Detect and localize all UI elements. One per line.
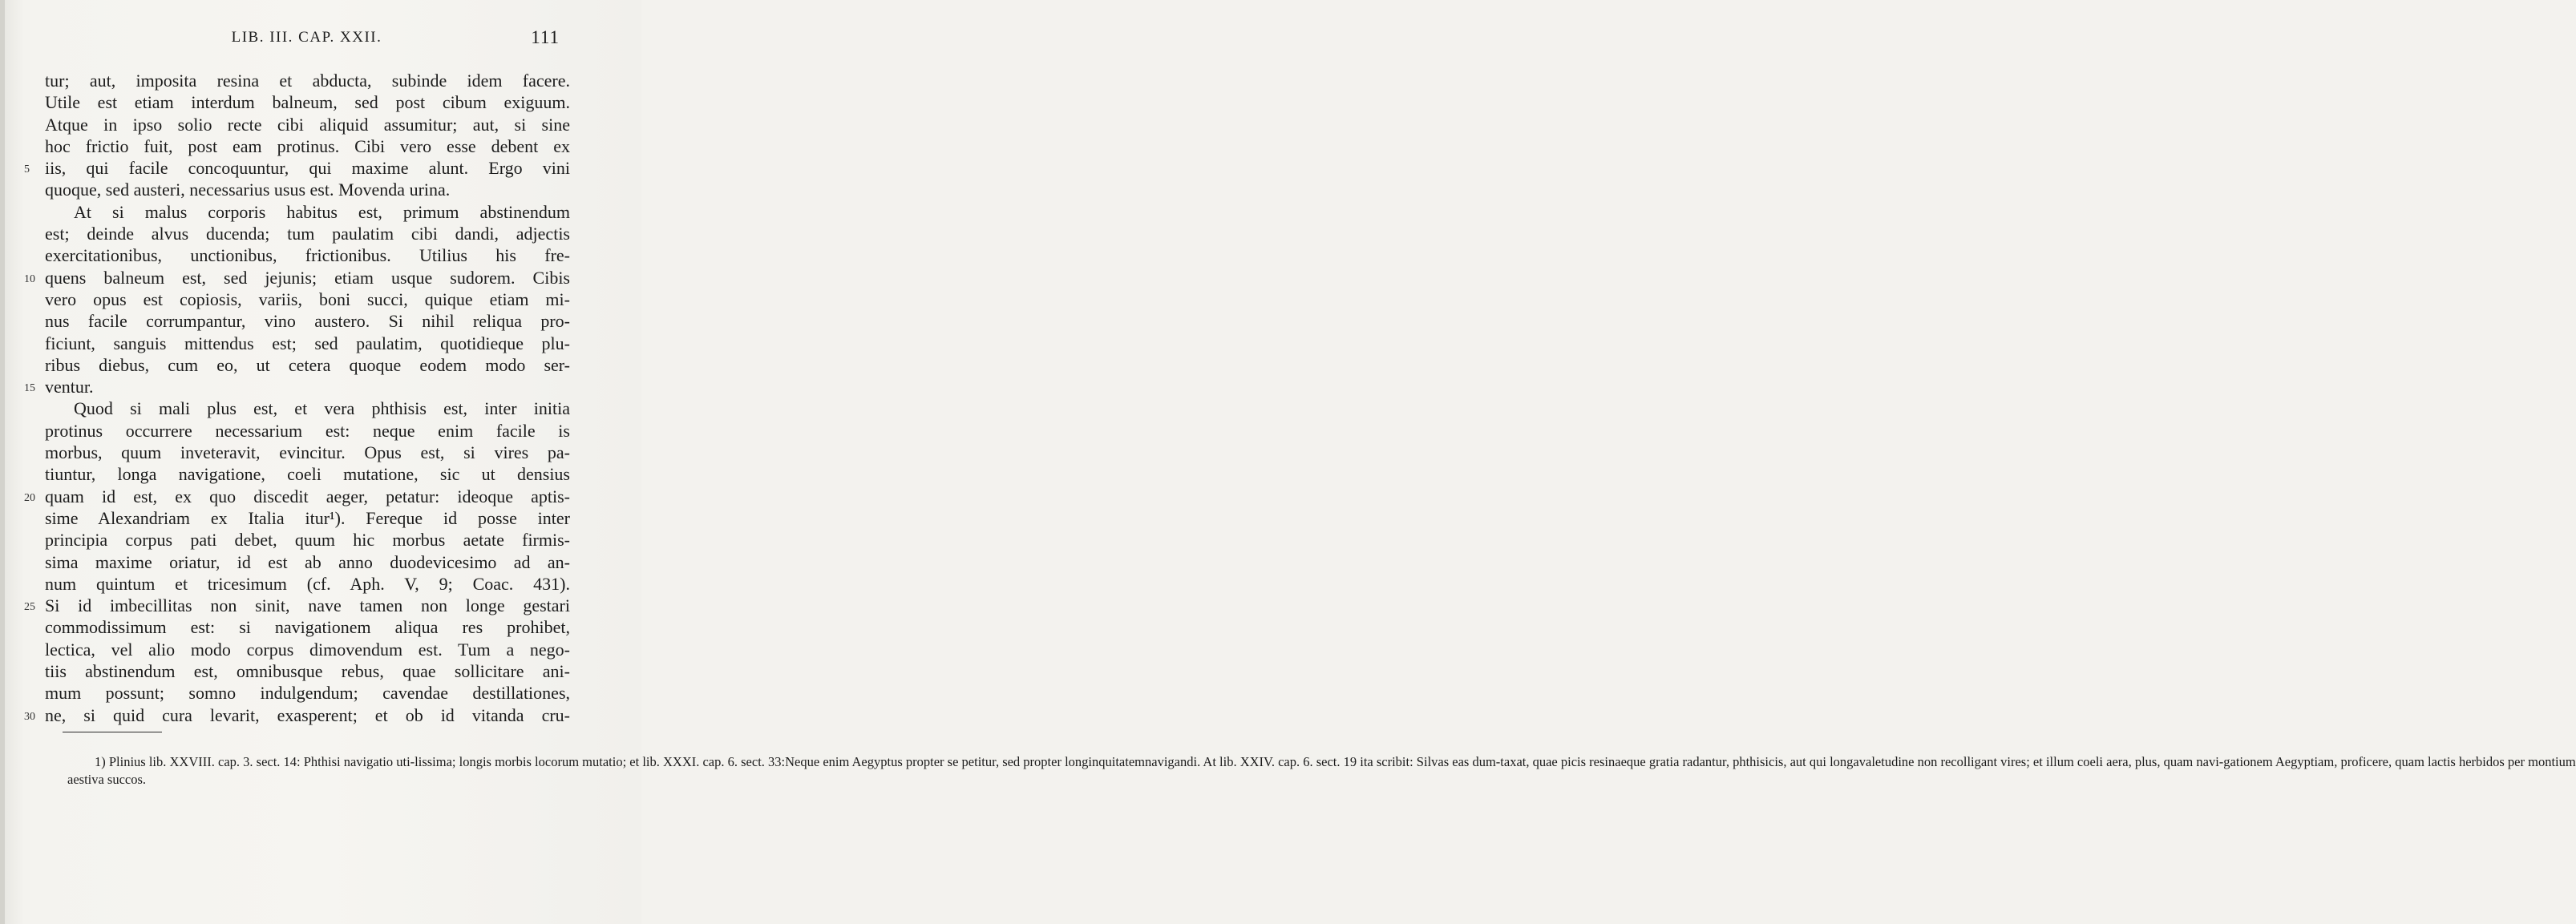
line-text: Si id imbecillitas non sinit, nave tamen non longe gestari xyxy=(45,595,570,616)
line-text: quoque, sed austeri, necessarius usus est. Movenda urina. xyxy=(45,180,451,200)
line-number: 5 xyxy=(24,163,30,176)
footnotes xyxy=(67,753,2576,789)
line-number: 30 xyxy=(24,710,35,723)
footnote-line: taxat, quae picis resinaeque gratia radantur, phthisicis, aut qui longa xyxy=(1500,754,1859,769)
line-text: morbus, quum inveteravit, evincitur. Opus est, si vires pa- xyxy=(45,442,570,463)
line-text: iis, qui facile concoquuntur, qui maxime alunt. Ergo vini xyxy=(45,158,570,179)
text-line xyxy=(45,288,570,310)
line-number: 15 xyxy=(24,382,35,395)
page-gutter xyxy=(0,0,5,924)
line-text: protinus occurrere necessarium est: neque enim facile is xyxy=(45,420,570,441)
line-text: hoc frictio fuit, post eam protinus. Cibi vero esse debent ex xyxy=(45,135,570,156)
line-text: tur; aut, imposita resina et abducta, subinde idem facere. xyxy=(45,71,570,91)
line-text: ribus diebus, cum eo, ut cetera quoque eodem modo ser- xyxy=(45,354,570,375)
line-text: tiis abstinendum est, omnibusque rebus, quae sollicitare ani- xyxy=(45,661,570,682)
main-text xyxy=(24,70,570,726)
line-text: exercitationibus, unctionibus, frictionibus. Utilius his fre- xyxy=(45,245,570,266)
line-text: Utile est etiam interdum balneum, sed post cibum exiguum. xyxy=(45,92,570,113)
line-text: sime Alexandriam ex Italia itur¹). Fereque id posse inter xyxy=(45,507,570,528)
line-text: sima maxime oriatur, id est ab anno duodevicesimo ad an- xyxy=(45,551,570,572)
text-line xyxy=(45,70,570,91)
footnote-line: 1) Plinius lib. XXVIII. cap. 3. sect. 14: Phthisi navigatio uti- xyxy=(95,754,415,769)
text-line xyxy=(24,267,570,288)
line-text: ficiunt, sanguis mittendus est; sed paulatim, quotidieque plu- xyxy=(45,333,570,353)
text-line xyxy=(45,179,570,200)
text-line xyxy=(45,244,570,266)
line-text: num quintum et tricesimum (cf. Aph. V, 9; Coac. 431). xyxy=(45,573,570,594)
line-text: principia corpus pati debet, quum hic morbus aetate firmis- xyxy=(45,530,570,551)
line-text: ne, si quid cura levarit, exasperent; et ob id vitanda cru- xyxy=(45,704,570,725)
line-text: quens balneum est, sed jejunis; etiam usque sudorem. Cibis xyxy=(45,267,570,288)
text-line xyxy=(45,354,570,376)
line-text: vero opus est copiosis, variis, boni succi, quique etiam mi- xyxy=(45,288,570,309)
text-line xyxy=(45,91,570,113)
text-line xyxy=(24,486,570,507)
text-line xyxy=(45,551,570,573)
line-text: lectica, vel alio modo corpus dimovendum est. Tum a nego- xyxy=(45,639,570,660)
text-line xyxy=(24,157,570,179)
line-text: ventur. xyxy=(45,377,94,397)
line-text: commodissimum est: si navigationem aliqua res prohibet, xyxy=(45,617,570,638)
footnote-line: navigandi. At lib. XXIV. cap. 6. sect. 19 ita scribit: Silvas eas dum- xyxy=(1145,754,1501,769)
text-line xyxy=(45,639,570,660)
chapter-heading: LIB. III. CAP. XXII. xyxy=(231,29,382,46)
line-text: mum possunt; somno indulgendum; cavendae destillationes, xyxy=(45,683,570,704)
line-text: nus facile corrumpantur, vino austero. Si nihil reliqua pro- xyxy=(45,311,570,332)
footnote-line: Neque enim Aegyptus propter se petitur, sed propter longinquitatem xyxy=(785,754,1145,769)
running-head xyxy=(44,27,569,46)
text-line xyxy=(45,135,570,157)
text-line xyxy=(45,573,570,595)
text-line xyxy=(45,201,570,223)
text-line xyxy=(45,420,570,442)
line-text: tiuntur, longa navigatione, coeli mutatione, sic ut densius xyxy=(45,464,570,485)
text-line xyxy=(45,397,570,419)
text-line xyxy=(45,616,570,638)
footnote-line: valetudine non recolligant vires; et illum coeli aera, plus, quam navi- xyxy=(1858,754,2224,769)
footnote-line: aestiva succos. xyxy=(67,772,147,788)
line-number: 20 xyxy=(24,491,35,504)
line-text: quam id est, ex quo discedit aeger, petatur: ideoque aptis- xyxy=(45,486,570,506)
text-line xyxy=(24,704,570,726)
line-text: est; deinde alvus ducenda; tum paulatim cibi dandi, adjectis xyxy=(45,224,570,244)
page-number: 111 xyxy=(531,27,560,47)
text-line xyxy=(45,660,570,682)
text-line xyxy=(45,463,570,485)
text-line xyxy=(45,223,570,244)
text-line xyxy=(45,529,570,551)
line-text: Quod si mali plus est, et vera phthisis est, inter initia xyxy=(74,398,570,419)
footnote-line: gationem Aegyptiam, proficere, quam lactis herbidos per montium xyxy=(2223,754,2576,769)
text-line xyxy=(45,114,570,135)
text-line xyxy=(45,682,570,704)
line-number: 25 xyxy=(24,601,35,614)
text-line xyxy=(45,507,570,529)
text-line xyxy=(45,310,570,332)
text-line xyxy=(24,595,570,616)
line-number: 10 xyxy=(24,272,35,285)
text-line xyxy=(45,442,570,463)
text-line xyxy=(24,376,570,397)
line-text: At si malus corporis habitus est, primum abstinendum xyxy=(74,201,570,222)
line-text: Atque in ipso solio recte cibi aliquid assumitur; aut, si sine xyxy=(45,114,570,135)
footnote-line: lissima; longis morbis locorum mutatio; et lib. XXXI. cap. 6. sect. 33: xyxy=(415,754,786,769)
text-line xyxy=(45,333,570,354)
